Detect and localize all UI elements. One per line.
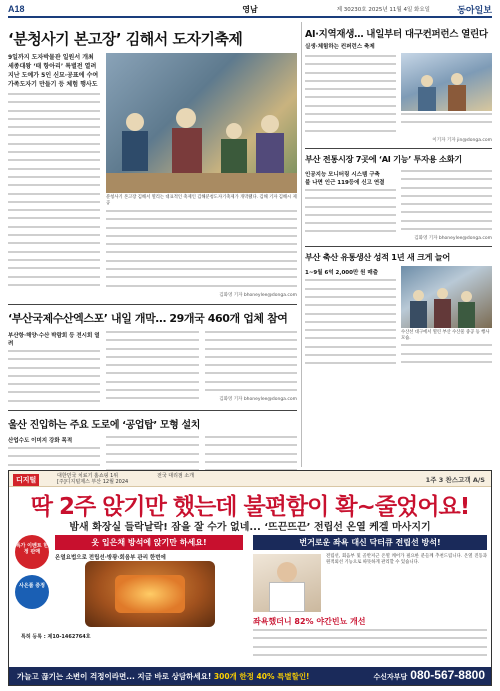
lead-byline: 김화영 기자 bhoneylee@donga.com [219,292,297,298]
r2-byline: 김화영 기자 bhoneylee@donga.com [414,236,492,242]
ad-right-red-headline: 좌욕했더니 82% 야간빈뇨 개선 [253,617,366,626]
ad-left-sub: 온열요법으로 전립선·방광·회음부 관리 한번에 [55,555,166,561]
r1-byline: 이기자 기자 jin@donga.com [432,137,492,143]
ad-bottom-text: 가늘고 끊기는 소변이 걱정이라면... 지금 바로 상담하세요! 300개 한정 40% 특별할인! [17,672,310,681]
column-divider [301,22,302,467]
ad-stamp-2: 사은품 증정 [15,575,49,609]
r2-sub: 인공지능 모니터링 시스템 구축 불 나면 인근 119등에 신고 연결 [305,171,385,186]
r3-body-2 [401,344,492,367]
lead-subtitle: 9일까지 도자박물관 일원서 개최 세종대왕 ‘태 항아리’ 특별전 열려 지난 도예가 5인 신묘·공표에 수여 가족도자기 만들기 등 체험 행사도 [8,54,99,88]
ulsan-headline: 울산 진입하는 주요 도로에 ‘공업탑’ 모형 설치 [8,420,200,432]
page-header [8,4,492,18]
busan-body-2 [106,331,198,404]
ad-doctor-photo [253,554,321,612]
r3-headline: 부산 축산 유통생산 성적 1년 새 크게 늘어 [305,252,450,263]
ad-top-link[interactable]: 1주 3 찬스고객 A/S [425,476,485,484]
ad-left-panel [15,535,243,657]
r1-body-2 [401,113,492,128]
r1-headline: AI·지역재생… 내일부터 대구컨퍼런스 열린다 [305,29,488,40]
ad-right-body: 전립선, 회음부 및 골반저근 온열 케어가 필요한 분들께 추천드립니다. 온열 진동과 원적외선 기능으로 따뜻하게 관리할 수 있습니다. [326,554,487,566]
ad-top-line-3: 전국 대리점 소개 [157,473,194,479]
ad-right-panel [253,535,487,657]
r1-body-1 [305,53,396,136]
busan-body-3 [205,331,297,395]
busan-sub: 부산항·해양·수산 박람회 등 전시회 열려 [8,332,100,347]
ad-phone-number[interactable]: 수신자부담 080-567-8800 [373,668,485,682]
section-title: 영남 [242,5,258,14]
right-column [305,22,492,369]
busan-byline: 김화영 기자 bhoneylee@donga.com [219,397,297,403]
r3-photo [401,266,492,328]
ad-brand-logo: 디지털 [13,474,39,486]
r3-body-1 [305,279,396,368]
ad-product-image-2 [115,575,185,613]
ad-left-banner: 옷 입은채 방석에 앉기만 하세요! [55,535,243,550]
ad-right-text [253,629,487,660]
ad-subheadline: 밤새 화장실 들락날락! 잠을 잘 수가 없네... ‘뜨끈뜨끈’ 전립선 온열 케겔 마사지기 [69,522,431,533]
advertisement[interactable] [8,470,492,686]
ulsan-sub: 산업수도 이미지 강화 목적 [8,438,73,445]
left-column [8,22,297,495]
busan-body-1 [8,350,100,406]
dateline: 제 30230호 2025년 11월 4일 화요일 [336,7,430,13]
r2-body-2 [401,170,492,234]
r2-body-1 [305,189,396,237]
ad-patent: 특허 등록 : 제10-1462764호 [21,634,91,640]
lead-photo-caption: 분청사기 본고장 김해서 열리는 대표적인 축제인 김해분청도자기축제가 개막됐다. 김해 기자 김해시 제공 [106,195,297,206]
r2-headline: 부산 전통시장 7곳에 ‘AI 기능’ 투자용 소화기 [305,153,462,164]
ad-top-bar [9,471,491,487]
ad-headline: 딱 2주 앉기만 했는데 불편함이 확~줄었어요! [30,494,470,520]
ad-stamp-1: 특가 이벤트 한정 판매 [15,535,49,569]
r1-photo [401,53,492,111]
ad-top-line: 대한민국 치료기 홈쇼핑 1위 [주]디지털제스 부산 12월 2024 [57,473,129,485]
lead-headline: ‘분청사기 본고장’ 김해서 도자기축제 [8,30,243,48]
busan-headline: ‘부산국제수산엑스포’ 내일 개막… 29개국 460개 업체 참여 [8,311,288,325]
ad-right-banner: 번거로운 좌욕 대신 닥터큐 전립선 방석! [253,535,487,550]
lead-body-2 [106,210,297,291]
newspaper-brand: 동아일보 [457,6,492,16]
ad-bottom-bar[interactable] [9,667,491,685]
r1-sub: 실생·체험하는 컨퍼런스 축제 [305,44,375,50]
lead-body [8,93,100,290]
lead-photo [106,53,297,193]
page-number: A18 [8,4,25,14]
r3-sub: 1~9월 6억 2,000만 원 매출 [305,270,379,277]
r3-caption: 수산선 대구에서 열린 부산 수산물 중공 등 행사 모습. [401,330,490,342]
